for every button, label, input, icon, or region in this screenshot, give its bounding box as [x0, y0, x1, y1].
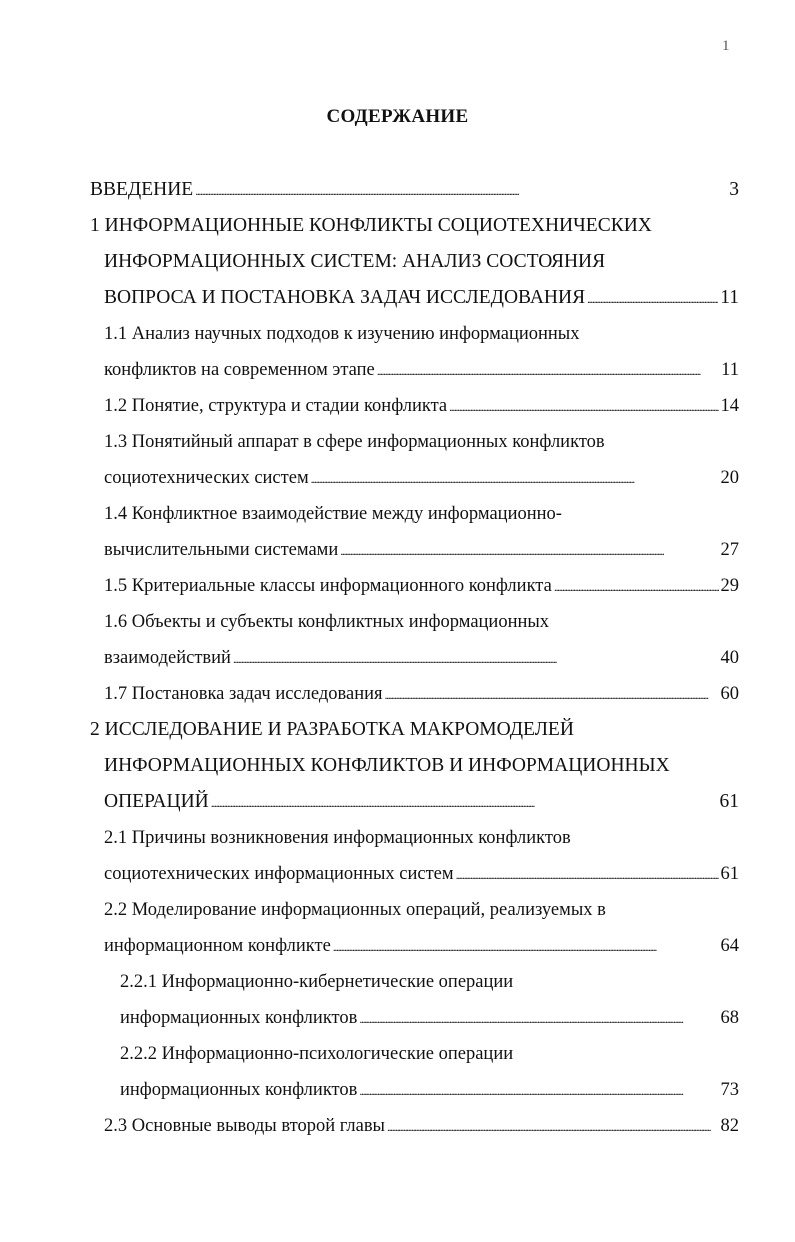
toc-entry-page: 11 — [721, 360, 739, 380]
toc-entry-text: 1.5 Критериальные классы информационного конфликта — [104, 576, 552, 596]
toc-entry-text: информационном конфликте — [104, 936, 331, 956]
dot-leader — [340, 535, 718, 566]
toc-entry-text: 2.2 Моделирование информационных операций, реализуемых в — [104, 900, 606, 920]
toc-entry-page: 61 — [720, 864, 739, 884]
toc-entry-text: 1.6 Объекты и субъекты конфликтных информационных — [104, 612, 550, 632]
toc-entry-page: 29 — [720, 576, 739, 596]
toc-entry-chapter-1-end[interactable] — [104, 283, 739, 313]
toc-entry-text: ОПЕРАЦИЙ — [104, 791, 209, 812]
toc-entry-2-2[interactable] — [104, 895, 606, 925]
toc-entry-page: 14 — [720, 396, 739, 416]
dot-leader — [385, 679, 719, 710]
toc-entry-text: вычислительными системами — [104, 540, 339, 560]
dot-leader — [449, 391, 718, 422]
toc-entry-page: 82 — [720, 1116, 739, 1136]
dot-leader — [333, 931, 719, 962]
toc-entry-2-2-2-end[interactable] — [120, 1075, 739, 1105]
toc-entry-page: 20 — [720, 468, 739, 488]
dot-leader — [359, 1003, 718, 1034]
toc-entry-1-1[interactable] — [104, 319, 579, 349]
toc-entry-page: 68 — [720, 1008, 739, 1028]
toc-entry-text: ВОПРОСА И ПОСТАНОВКА ЗАДАЧ ИССЛЕДОВАНИЯ — [104, 287, 586, 308]
toc-entry-text: конфликтов на современном этапе — [104, 360, 375, 380]
dot-leader — [387, 1111, 719, 1142]
toc-entry-1-2[interactable] — [104, 391, 739, 421]
toc-entry-1-5[interactable] — [104, 571, 739, 601]
toc-entry-page: 64 — [720, 936, 739, 956]
toc-entry-2-2-end[interactable] — [104, 931, 739, 961]
toc-entry-page: 60 — [720, 684, 739, 704]
toc-entry-1-4[interactable] — [104, 499, 562, 529]
toc-entry-text: ИНФОРМАЦИОННЫХ СИСТЕМ: АНАЛИЗ СОСТОЯНИЯ — [104, 251, 606, 272]
toc-entry-text: 2 ИССЛЕДОВАНИЕ И РАЗРАБОТКА МАКРОМОДЕЛЕЙ — [90, 719, 574, 740]
toc-entry-1-6-end[interactable] — [104, 643, 739, 673]
toc-entry-1-1-end[interactable] — [104, 355, 739, 385]
toc-entry-1-4-end[interactable] — [104, 535, 739, 565]
dot-leader — [311, 463, 719, 494]
toc-entry-page: 27 — [720, 540, 739, 560]
toc-entry-page: 61 — [719, 791, 739, 812]
toc-entry-text: взаимодействий — [104, 648, 231, 668]
dot-leader — [587, 283, 718, 314]
toc-entry-chapter-2-end[interactable] — [104, 787, 739, 817]
toc-entry-text: 1.1 Анализ научных подходов к изучению информационных — [104, 324, 580, 344]
toc-entry-introduction[interactable] — [90, 175, 739, 205]
dot-leader — [233, 643, 719, 674]
toc-entry-text: 1.7 Постановка задач исследования — [104, 684, 383, 704]
toc-entry-text: 1 ИНФОРМАЦИОННЫЕ КОНФЛИКТЫ СОЦИОТЕХНИЧЕСКИХ — [90, 215, 652, 236]
toc-entry-2-1[interactable] — [104, 823, 571, 853]
toc-entry-text: ВВЕДЕНИЕ — [90, 179, 194, 200]
toc-entry-2-2-1-end[interactable] — [120, 1003, 739, 1033]
toc-entry-text: 2.2.2 Информационно-психологические операции — [120, 1044, 514, 1064]
toc-entry-chapter-1-cont[interactable] — [104, 247, 605, 277]
toc-entry-2-3[interactable] — [104, 1111, 739, 1141]
dot-leader — [359, 1075, 718, 1106]
toc-entry-chapter-2[interactable] — [90, 715, 574, 745]
toc-entry-text: 1.3 Понятийный аппарат в сфере информационных конфликтов — [104, 432, 605, 452]
toc-entry-page: 3 — [729, 179, 739, 200]
dot-leader — [456, 859, 719, 890]
toc-entry-chapter-1[interactable] — [90, 211, 652, 241]
dot-leader — [195, 175, 727, 206]
toc-entry-1-3[interactable] — [104, 427, 605, 457]
page-title: СОДЕРЖАНИЕ — [326, 106, 469, 127]
toc-entry-chapter-2-cont[interactable] — [104, 751, 670, 781]
toc-entry-text: 1.2 Понятие, структура и стадии конфликта — [104, 396, 448, 416]
toc-entry-text: 2.2.1 Информационно-кибернетические операции — [120, 972, 514, 992]
toc-entry-text: 2.3 Основные выводы второй главы — [104, 1116, 385, 1136]
toc-entry-2-2-1[interactable] — [120, 967, 513, 997]
toc-entry-2-1-end[interactable] — [104, 859, 739, 889]
toc-entry-1-3-end[interactable] — [104, 463, 739, 493]
toc-entry-page: 11 — [720, 287, 739, 308]
toc-entry-page: 40 — [720, 648, 739, 668]
dot-leader — [211, 787, 718, 818]
dot-leader — [554, 571, 719, 602]
toc-entry-text: 2.1 Причины возникновения информационных конфликтов — [104, 828, 571, 848]
toc-entry-text: информационных конфликтов — [120, 1008, 358, 1028]
toc-entry-2-2-2[interactable] — [120, 1039, 513, 1069]
toc-entry-text: ИНФОРМАЦИОННЫХ КОНФЛИКТОВ И ИНФОРМАЦИОННЫХ — [104, 755, 670, 776]
toc-entry-page: 73 — [720, 1080, 739, 1100]
dot-leader — [377, 355, 719, 386]
toc-entry-1-6[interactable] — [104, 607, 549, 637]
toc-entry-text: информационных конфликтов — [120, 1080, 358, 1100]
toc-entry-1-7[interactable] — [104, 679, 739, 709]
toc-entry-text: социотехнических систем — [104, 468, 309, 488]
page-number: 1 — [722, 38, 730, 54]
toc-entry-text: социотехнических информационных систем — [104, 864, 454, 884]
toc-entry-text: 1.4 Конфликтное взаимодействие между информационно- — [104, 504, 562, 524]
